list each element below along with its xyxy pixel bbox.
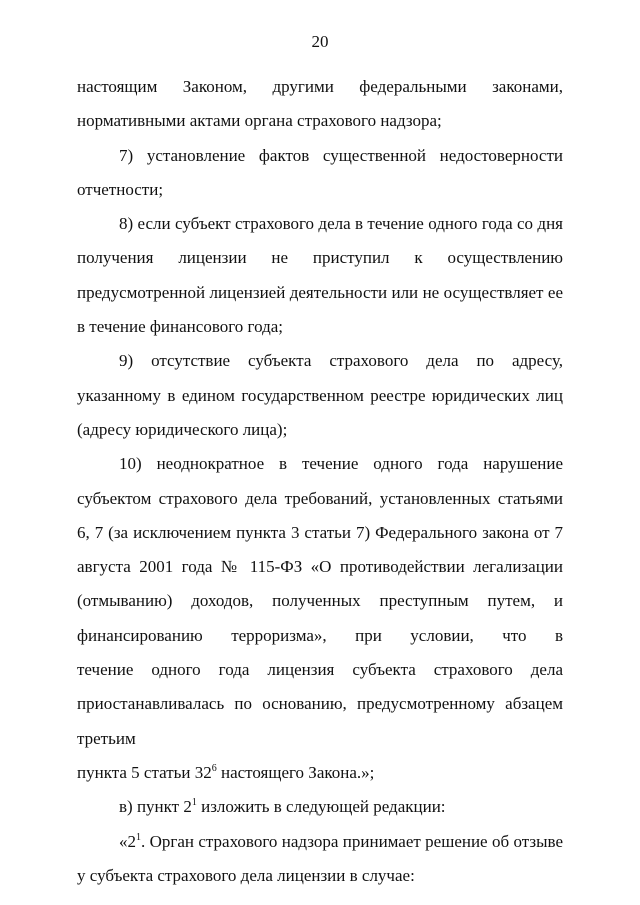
- text-fragment: в) пункт 2: [119, 797, 192, 817]
- paragraph-item-10-line: течение одного года лицензия субъекта страхового дела: [77, 660, 563, 680]
- superscript: 6: [211, 762, 217, 774]
- paragraph-item-9: 9) отсутствие субъекта страхового дела по адресу, указанному в едином государственном реестре юридических лиц (адресу юридического лица);: [77, 351, 563, 439]
- paragraph-item-7: 7) установление фактов существенной недостоверности отчетности;: [77, 145, 563, 199]
- paragraph-point-2-1: [77, 825, 563, 894]
- paragraph-subitem-v: [77, 790, 563, 824]
- text-fragment: изложить в следующей редакции:: [196, 797, 446, 817]
- paragraph-item-10: [77, 447, 563, 790]
- paragraph-continuation: настоящим Законом, другими федеральными законами, нормативными актами органа страхового надзора;: [77, 77, 563, 131]
- text-fragment: пункта 5 статьи 32: [77, 762, 212, 782]
- superscript: 1: [136, 831, 141, 843]
- text-fragment: . Орган страхового надзора принимает решение об отзыве у субъекта страхового дела лицензии в случае:: [77, 831, 563, 885]
- paragraph-item-8: 8) если субъект страхового дела в течение одного года со дня получения лицензии не приступил к осуществлению предусмотренной лицензией деятельности или не осуществляет ее в течение финансового года;: [77, 214, 563, 337]
- text-fragment: настоящего Закона.»;: [216, 762, 375, 782]
- paragraph-item-10-last-line: [77, 756, 563, 790]
- document-body: [77, 70, 563, 893]
- text-fragment: «2: [119, 831, 136, 851]
- page-number: 20: [311, 32, 329, 51]
- paragraph-item-10-line: приостанавливалась по основанию, предусмотренному абзацем третьим: [77, 694, 563, 748]
- paragraph-item-10-main: 10) неоднократное в течение одного года нарушение субъектом страхового дела требований, установленных статьями 6, 7 (за исключением пункта 3 статьи 7) Федерального закона от 7 августа 2001 года № 115-ФЗ «О противодействии легализации (отмыванию) доходов, полученных преступным путем, и финансированию терроризма», при условии, что в: [77, 454, 563, 645]
- superscript: 1: [191, 797, 197, 809]
